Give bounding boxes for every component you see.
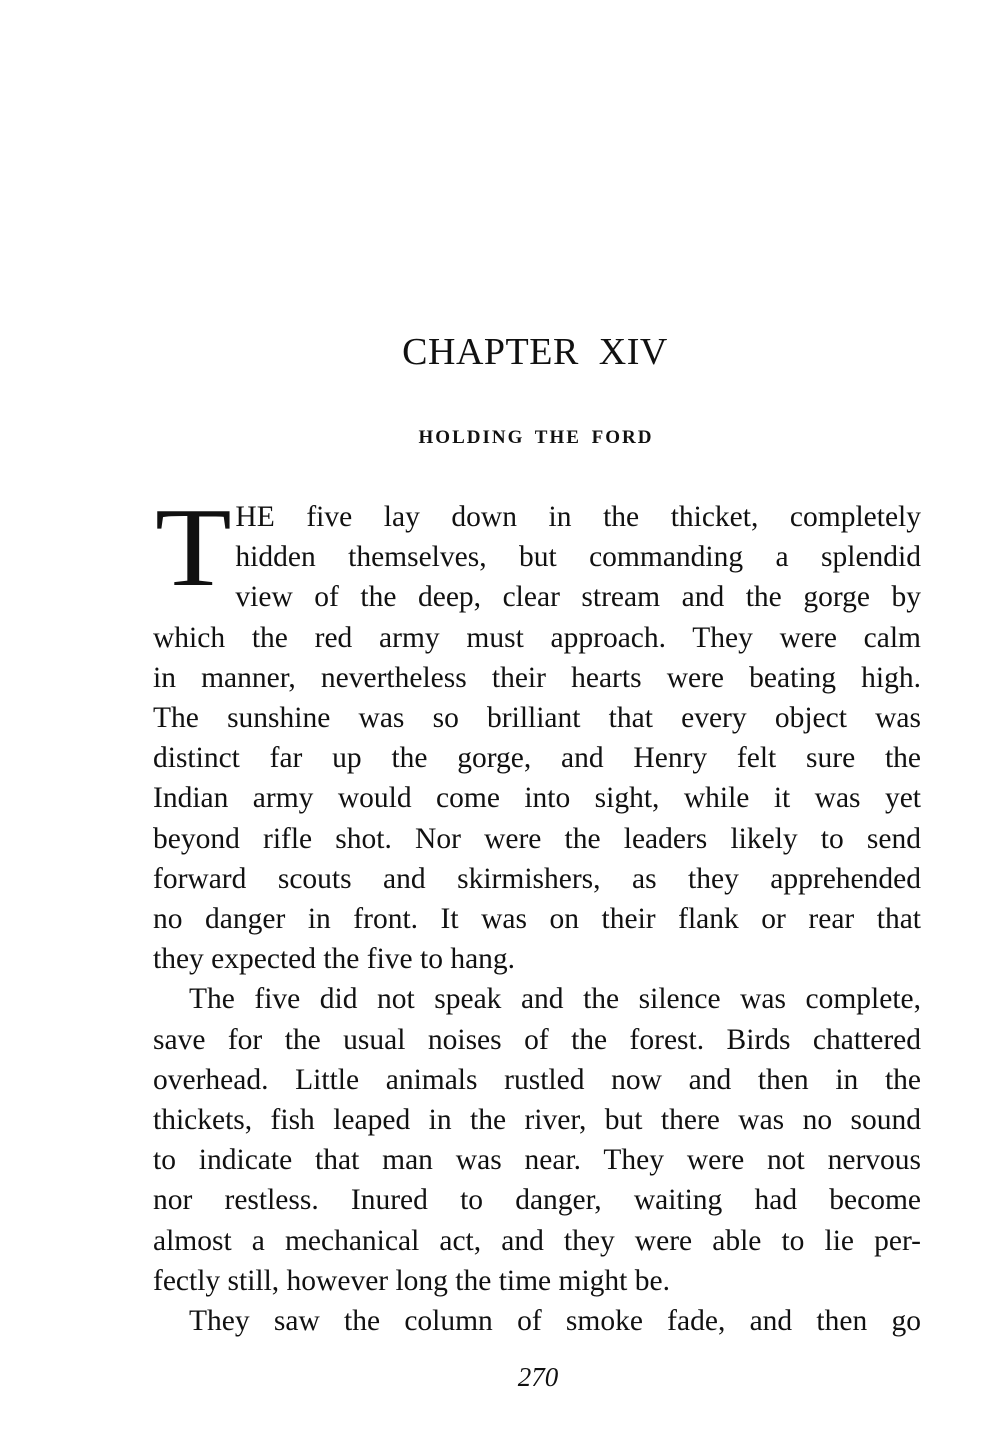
text-line: distinct far up the gorge, and Henry felt sure the bbox=[153, 742, 921, 775]
page-number: 270 bbox=[517, 1362, 559, 1392]
text-line: hidden themselves, but commanding a splendid bbox=[235, 541, 921, 574]
chapter-subtitle: HOLDING THE FORD bbox=[418, 427, 654, 448]
text-line: save for the usual noises of the forest. Birds chattered bbox=[153, 1023, 921, 1056]
text-line: Indian army would come into sight, while it was yet bbox=[153, 782, 921, 815]
paragraph bbox=[153, 1301, 921, 1341]
text-line: which the red army must approach. They were calm bbox=[153, 621, 921, 654]
body-text bbox=[153, 486, 921, 1341]
text-line: in manner, nevertheless their hearts were beating high. bbox=[153, 661, 921, 694]
text-line: almost a mechanical act, and they were able to lie per- bbox=[153, 1224, 921, 1257]
text-line: they expected the five to hang. bbox=[153, 943, 516, 976]
text-line: overhead. Little animals rustled now and then in the bbox=[153, 1063, 921, 1096]
text-line: view of the deep, clear stream and the gorge by bbox=[235, 581, 921, 614]
text-line: They saw the column of smoke fade, and then go bbox=[189, 1305, 921, 1338]
text-line: fectly still, however long the time might be. bbox=[153, 1264, 670, 1297]
text-line: nor restless. Inured to danger, waiting had become bbox=[153, 1184, 921, 1217]
text-line: The sunshine was so brilliant that every object was bbox=[153, 702, 921, 735]
text-line: The five did not speak and the silence was complete, bbox=[189, 983, 921, 1016]
text-line: to indicate that man was near. They were not nervous bbox=[153, 1144, 921, 1177]
text-line: thickets, fish leaped in the river, but there was no sound bbox=[153, 1104, 921, 1137]
text-line: no danger in front. It was on their flank or rear that bbox=[153, 903, 921, 936]
drop-cap: T bbox=[155, 486, 232, 610]
text-line: forward scouts and skirmishers, as they apprehended bbox=[153, 862, 921, 895]
chapter-heading: CHAPTER XIV bbox=[402, 331, 668, 373]
text-line: HE five lay down in the thicket, completely bbox=[235, 501, 921, 533]
paragraph bbox=[153, 486, 921, 979]
text-line: beyond rifle shot. Nor were the leaders likely to send bbox=[153, 822, 921, 855]
paragraph bbox=[153, 979, 921, 1301]
